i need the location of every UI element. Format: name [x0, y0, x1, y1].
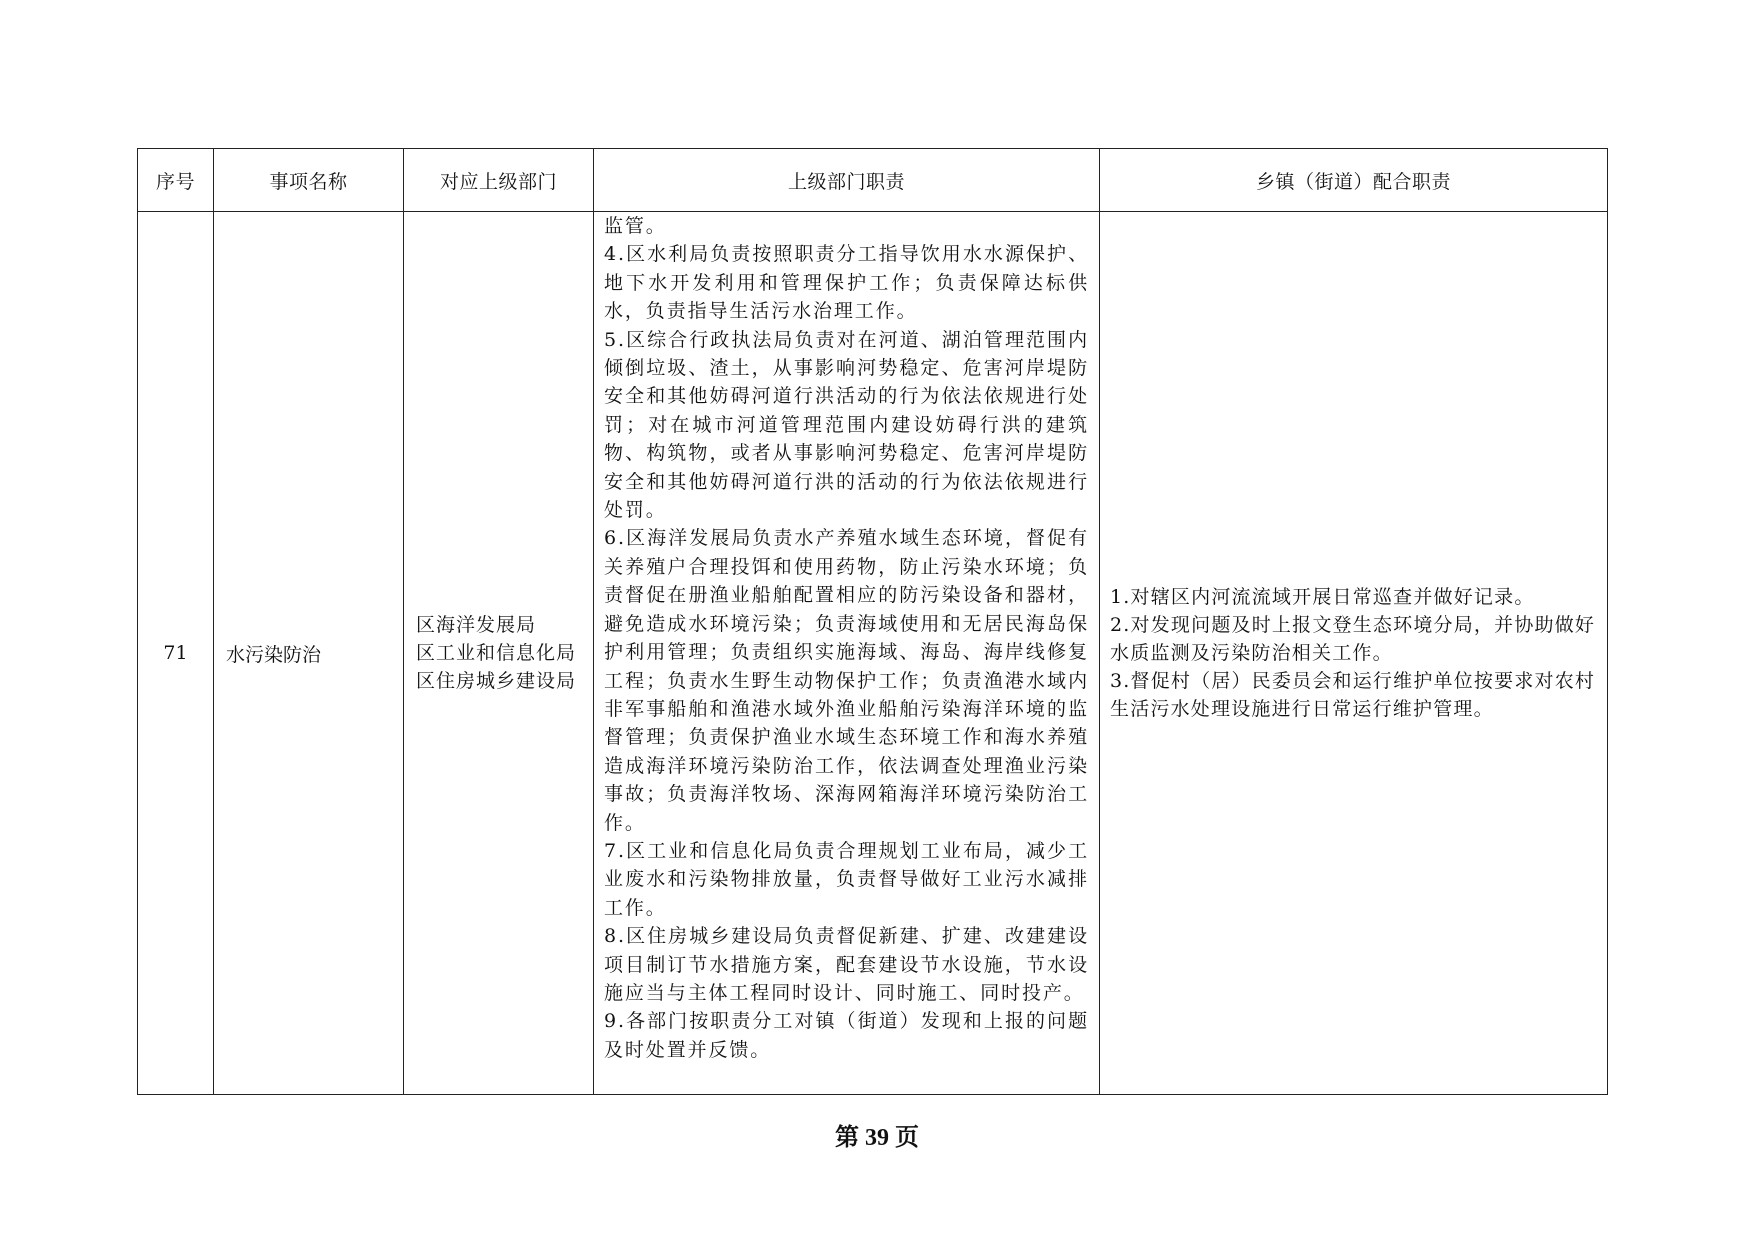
header-item-name: 事项名称 [214, 149, 404, 212]
duty-paragraph: 6.区海洋发展局负责水产养殖水域生态环境，督促有关养殖户合理投饵和使用药物，防止污染水环境；负责督促在册渔业船舶配置相应的防污染设备和器材，避免造成水环境污染；负责海域使用和无居民海岛保护利用管理；负责组织实施海域、海岛、海岸线修复工程；负责水生野生动物保护工作；负责渔港水域内非军事船舶和渔港水域外渔业船舶污染海洋环境的监督管理；负责保护渔业水域生态环境工作和海水养殖造成海洋环境污染防治工作，依法调查处理渔业污染事故；负责海洋牧场、深海网箱海洋环境污染防治工作。 [604, 527, 1089, 834]
duty-paragraph: 8.区住房城乡建设局负责督促新建、扩建、改建建设项目制订节水措施方案，配套建设节水设施，节水设施应当与主体工程同时设计、同时施工、同时投产。 [604, 925, 1089, 1004]
duty-table [137, 148, 1608, 1095]
department-line: 区海洋发展局 [416, 614, 537, 636]
department-line: 区住房城乡建设局 [416, 670, 577, 692]
duty-paragraph: 9.各部门按职责分工对镇（街道）发现和上报的问题及时处置并反馈。 [604, 1010, 1089, 1061]
town-duty-paragraph: 3.督促村（居）民委员会和运行维护单位按要求对农村生活污水处理设施进行日常运行维护管理。 [1110, 670, 1596, 720]
town-duty-paragraph: 1.对辖区内河流流域开展日常巡查并做好记录。 [1110, 586, 1535, 608]
table-row [138, 212, 1608, 1095]
duty-paragraph: 4.区水利局负责按照职责分工指导饮用水水源保护、地下水开发利用和管理保护工作；负责保障达标供水，负责指导生活污水治理工作。 [604, 243, 1089, 323]
duty-paragraph: 7.区工业和信息化局负责合理规划工业布局，减少工业废水和污染物排放量，负责督导做好工业污水减排工作。 [604, 839, 1089, 919]
row-town-duties [1100, 212, 1608, 1095]
row-upper-duties [594, 212, 1100, 1095]
header-seq: 序号 [138, 149, 214, 212]
header-upper-duties: 上级部门职责 [594, 149, 1100, 212]
header-row [138, 149, 1608, 212]
page-number: 第 39 页 [835, 1125, 919, 1151]
department-line: 区工业和信息化局 [416, 642, 577, 664]
header-town-duties: 乡镇（街道）配合职责 [1100, 149, 1608, 212]
duty-paragraph: 5.区综合行政执法局负责对在河道、湖泊管理范围内倾倒垃圾、渣土，从事影响河势稳定、危害河岸堤防安全和其他妨碍河道行洪活动的行为依法依规进行处罚；对在城市河道管理范围内建设妨碍行洪的建筑物、构筑物，或者从事影响河势稳定、危害河岸堤防安全和其他妨碍河道行洪的活动的行为依法依规进行处罚。 [604, 328, 1089, 522]
header-upper-department: 对应上级部门 [404, 149, 594, 212]
row-departments [404, 212, 594, 1095]
row-item-name: 水污染防治 [214, 212, 404, 1095]
row-seq: 71 [138, 212, 214, 1095]
duty-paragraph: 监管。 [604, 215, 667, 237]
town-duty-paragraph: 2.对发现问题及时上报文登生态环境分局，并协助做好水质监测及污染防治相关工作。 [1110, 614, 1596, 664]
